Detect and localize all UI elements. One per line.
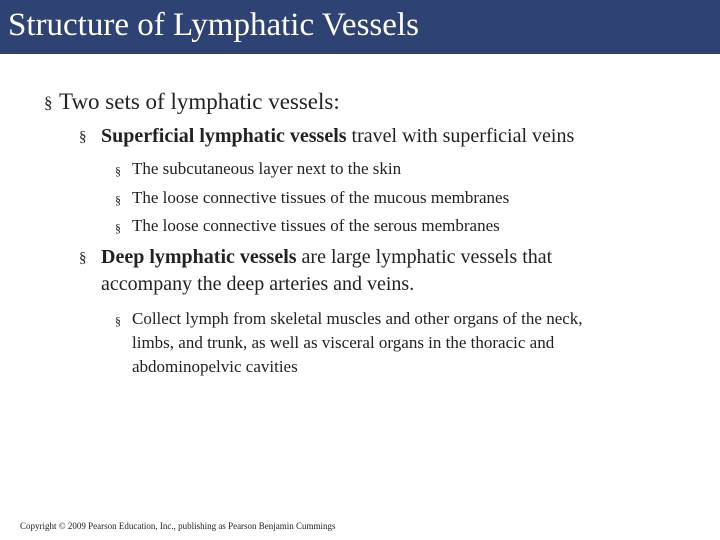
- list-item: [115, 186, 510, 210]
- list-item: [115, 307, 583, 379]
- deep-description-line2: accompany the deep arteries and veins.: [101, 273, 415, 295]
- superficial-term: Superficial lymphatic vessels: [101, 125, 347, 147]
- title-bar: [0, 0, 720, 54]
- deep-description-line1: are large lymphatic vessels that: [296, 246, 553, 268]
- bullet-marker-icon: §: [115, 164, 121, 178]
- bullet-superficial: [79, 123, 575, 150]
- bullet-two-sets: [44, 88, 340, 116]
- list-item-text: The loose connective tissues of the serous membranes: [132, 216, 500, 235]
- bullet-marker-icon: §: [115, 193, 121, 207]
- superficial-description: travel with superficial veins: [346, 125, 575, 147]
- deep-term: Deep lymphatic vessels: [101, 246, 297, 268]
- list-item-text: The loose connective tissues of the mucous membranes: [132, 188, 510, 207]
- bullet-marker-icon: §: [115, 221, 121, 235]
- copyright-footer: Copyright © 2009 Pearson Education, Inc., publishing as Pearson Benjamin Cummings: [20, 521, 336, 531]
- bullet-marker-icon: §: [79, 250, 87, 266]
- list-item: [115, 157, 402, 181]
- bullet-marker-icon: §: [115, 314, 121, 328]
- list-item-text-line1: Collect lymph from skeletal muscles and other organs of the neck,: [132, 309, 583, 328]
- bullet-deep: [79, 244, 553, 298]
- bullet-marker-icon: §: [79, 129, 87, 145]
- list-item-text: The subcutaneous layer next to the skin: [132, 159, 402, 178]
- list-item-text-line3: abdominopelvic cavities: [132, 357, 298, 376]
- list-item: [115, 214, 500, 238]
- bullet-marker-icon: §: [44, 93, 53, 112]
- list-item-text-line2: limbs, and trunk, as well as visceral organs in the thoracic and: [132, 333, 555, 352]
- bullet-two-sets-text: Two sets of lymphatic vessels:: [59, 89, 340, 114]
- slide-title: Structure of Lymphatic Vessels: [8, 7, 419, 43]
